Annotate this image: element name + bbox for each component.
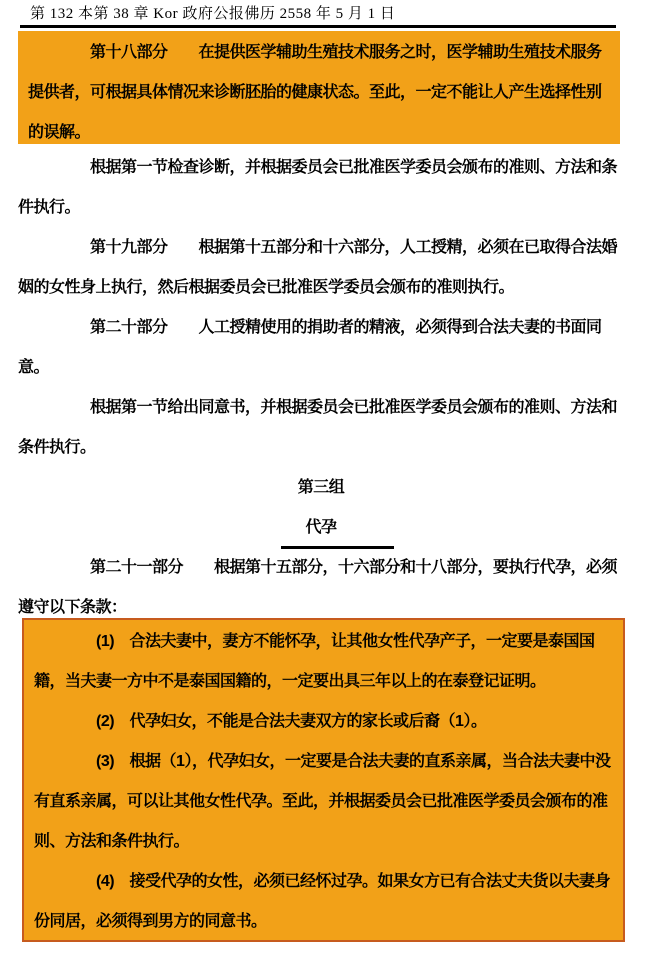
document-body <box>18 144 624 628</box>
clause-1: (1) 合法夫妻中，妻方不能怀孕，让其他女性代孕产子，一定要是泰国国籍，当夫妻一方中不是泰国国籍的，一定要出具三年以上的在泰登记证明。 <box>34 633 595 690</box>
paragraph-consent-form: 根据第一节给出同意书，并根据委员会已批准医学委员会颁布的准则、方法和条件执行。 <box>18 399 618 456</box>
highlight-block-section-18 <box>18 31 620 144</box>
paragraph-section-19: 第十九部分 根据第十五部分和十六部分，人工授精，必须在已取得合法婚姻的女性身上执行，然后根据委员会已批准医学委员会颁布的准则执行。 <box>18 239 618 296</box>
paragraph-section-21: 第二十一部分 根据第十五部分，十六部分和十八部分，要执行代孕，必须遵守以下条款： <box>18 559 618 616</box>
section-18-text: 第十八部分 在提供医学辅助生殖技术服务之时，医学辅助生殖技术服务提供者，可根据具体情况来诊断胚胎的健康状态。至此，一定不能让人产生选择性别的误解。 <box>28 44 602 141</box>
paragraph-inspection-diagnosis: 根据第一节检查诊断，并根据委员会已批准医学委员会颁布的准则、方法和条件执行。 <box>18 159 618 216</box>
clause-2: (2) 代孕妇女，不能是合法夫妻双方的家长或后裔（1）。 <box>96 713 487 730</box>
clause-4: (4) 接受代孕的女性，必须已经怀过孕。如果女方已有合法丈夫货以夫妻身份同居，必须得到男方的同意书。 <box>34 873 611 930</box>
surrogacy-heading-underline <box>281 546 394 549</box>
surrogacy-subheading: 代孕 <box>305 519 337 536</box>
highlight-block-surrogacy-clauses <box>22 618 625 942</box>
header-rule <box>20 25 616 28</box>
gazette-header: 第 132 本第 38 章 Kor 政府公报佛历 2558 年 5 月 1 日 <box>30 6 396 22</box>
paragraph-section-20: 第二十部分 人工授精使用的捐助者的精液，必须得到合法夫妻的书面同意。 <box>18 319 602 376</box>
group-3-heading: 第三组 <box>297 479 345 496</box>
clause-3: (3) 根据（1），代孕妇女，一定要是合法夫妻的直系亲属，当合法夫妻中没有直系亲属，可以让其他女性代孕。至此，并根据委员会已批准医学委员会颁布的准则、方法和条件执行。 <box>34 753 611 850</box>
